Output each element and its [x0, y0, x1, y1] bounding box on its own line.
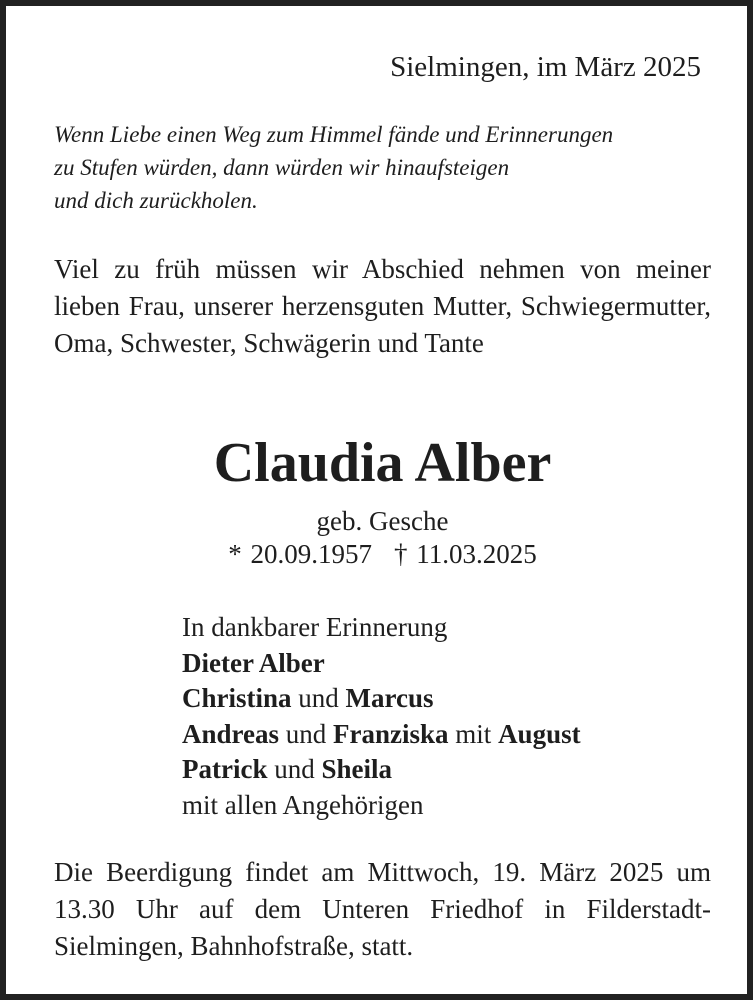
mourners — [182, 610, 581, 823]
poem-line: zu Stufen würden, dann würden wir hinaufsteigen — [54, 155, 510, 180]
poem-line: und dich zurückholen. — [54, 188, 258, 213]
mourner-name: Marcus — [345, 683, 434, 713]
mourner-line — [182, 646, 581, 682]
mourner-name: Andreas — [182, 718, 280, 749]
birth-date: * 20.09.1957 — [228, 539, 372, 569]
mourners-heading: In dankbarer Erinnerung — [182, 612, 448, 642]
mourner-name: Franziska — [333, 718, 449, 749]
intro-line: Viel zu früh müssen wir Abschied nehmen von — [54, 254, 621, 284]
funeral-line: Filderstadt-Sielmingen, Bahnhofstraße, statt. — [54, 894, 711, 961]
mourner-name: Dieter Alber — [182, 647, 325, 678]
poem-line: Wenn Liebe einen Weg zum Himmel fände und Erinnerungen — [54, 122, 614, 147]
mourners-footer: mit allen Angehörigen — [182, 789, 424, 820]
funeral-line: Die Beerdigung findet am Mittwoch, 19. März 2025 — [54, 857, 664, 887]
life-dates — [6, 539, 753, 570]
intro-text — [54, 251, 711, 362]
death-date: † 11.03.2025 — [394, 539, 537, 569]
maiden-name: geb. Gesche — [316, 506, 449, 536]
mourner-name: August — [498, 718, 581, 749]
mourner-name: Sheila — [321, 754, 393, 784]
mourner-line: Patrick und Sheila — [182, 754, 393, 784]
mourner-line: Andreas und Franziska mit August — [182, 718, 581, 749]
intro-line: Schwiegermutter, Oma, Schwester, Schwägerin und — [54, 291, 712, 358]
deceased-name: Claudia Alber — [213, 432, 552, 494]
mourner-line: Christina und Marcus — [182, 683, 434, 713]
place-date: Sielmingen, im März 2025 — [390, 51, 701, 83]
mourner-name: Patrick — [182, 754, 268, 784]
intro-line: Tante — [424, 328, 484, 358]
funeral-notice — [54, 854, 711, 965]
poem — [54, 118, 613, 217]
intro-line: meiner lieben Frau, unserer herzensguten Mutter, — [54, 254, 711, 321]
funeral-line: um 13.30 Uhr auf dem Unteren Friedhof in — [54, 857, 711, 924]
mourner-name: Christina — [182, 683, 292, 713]
